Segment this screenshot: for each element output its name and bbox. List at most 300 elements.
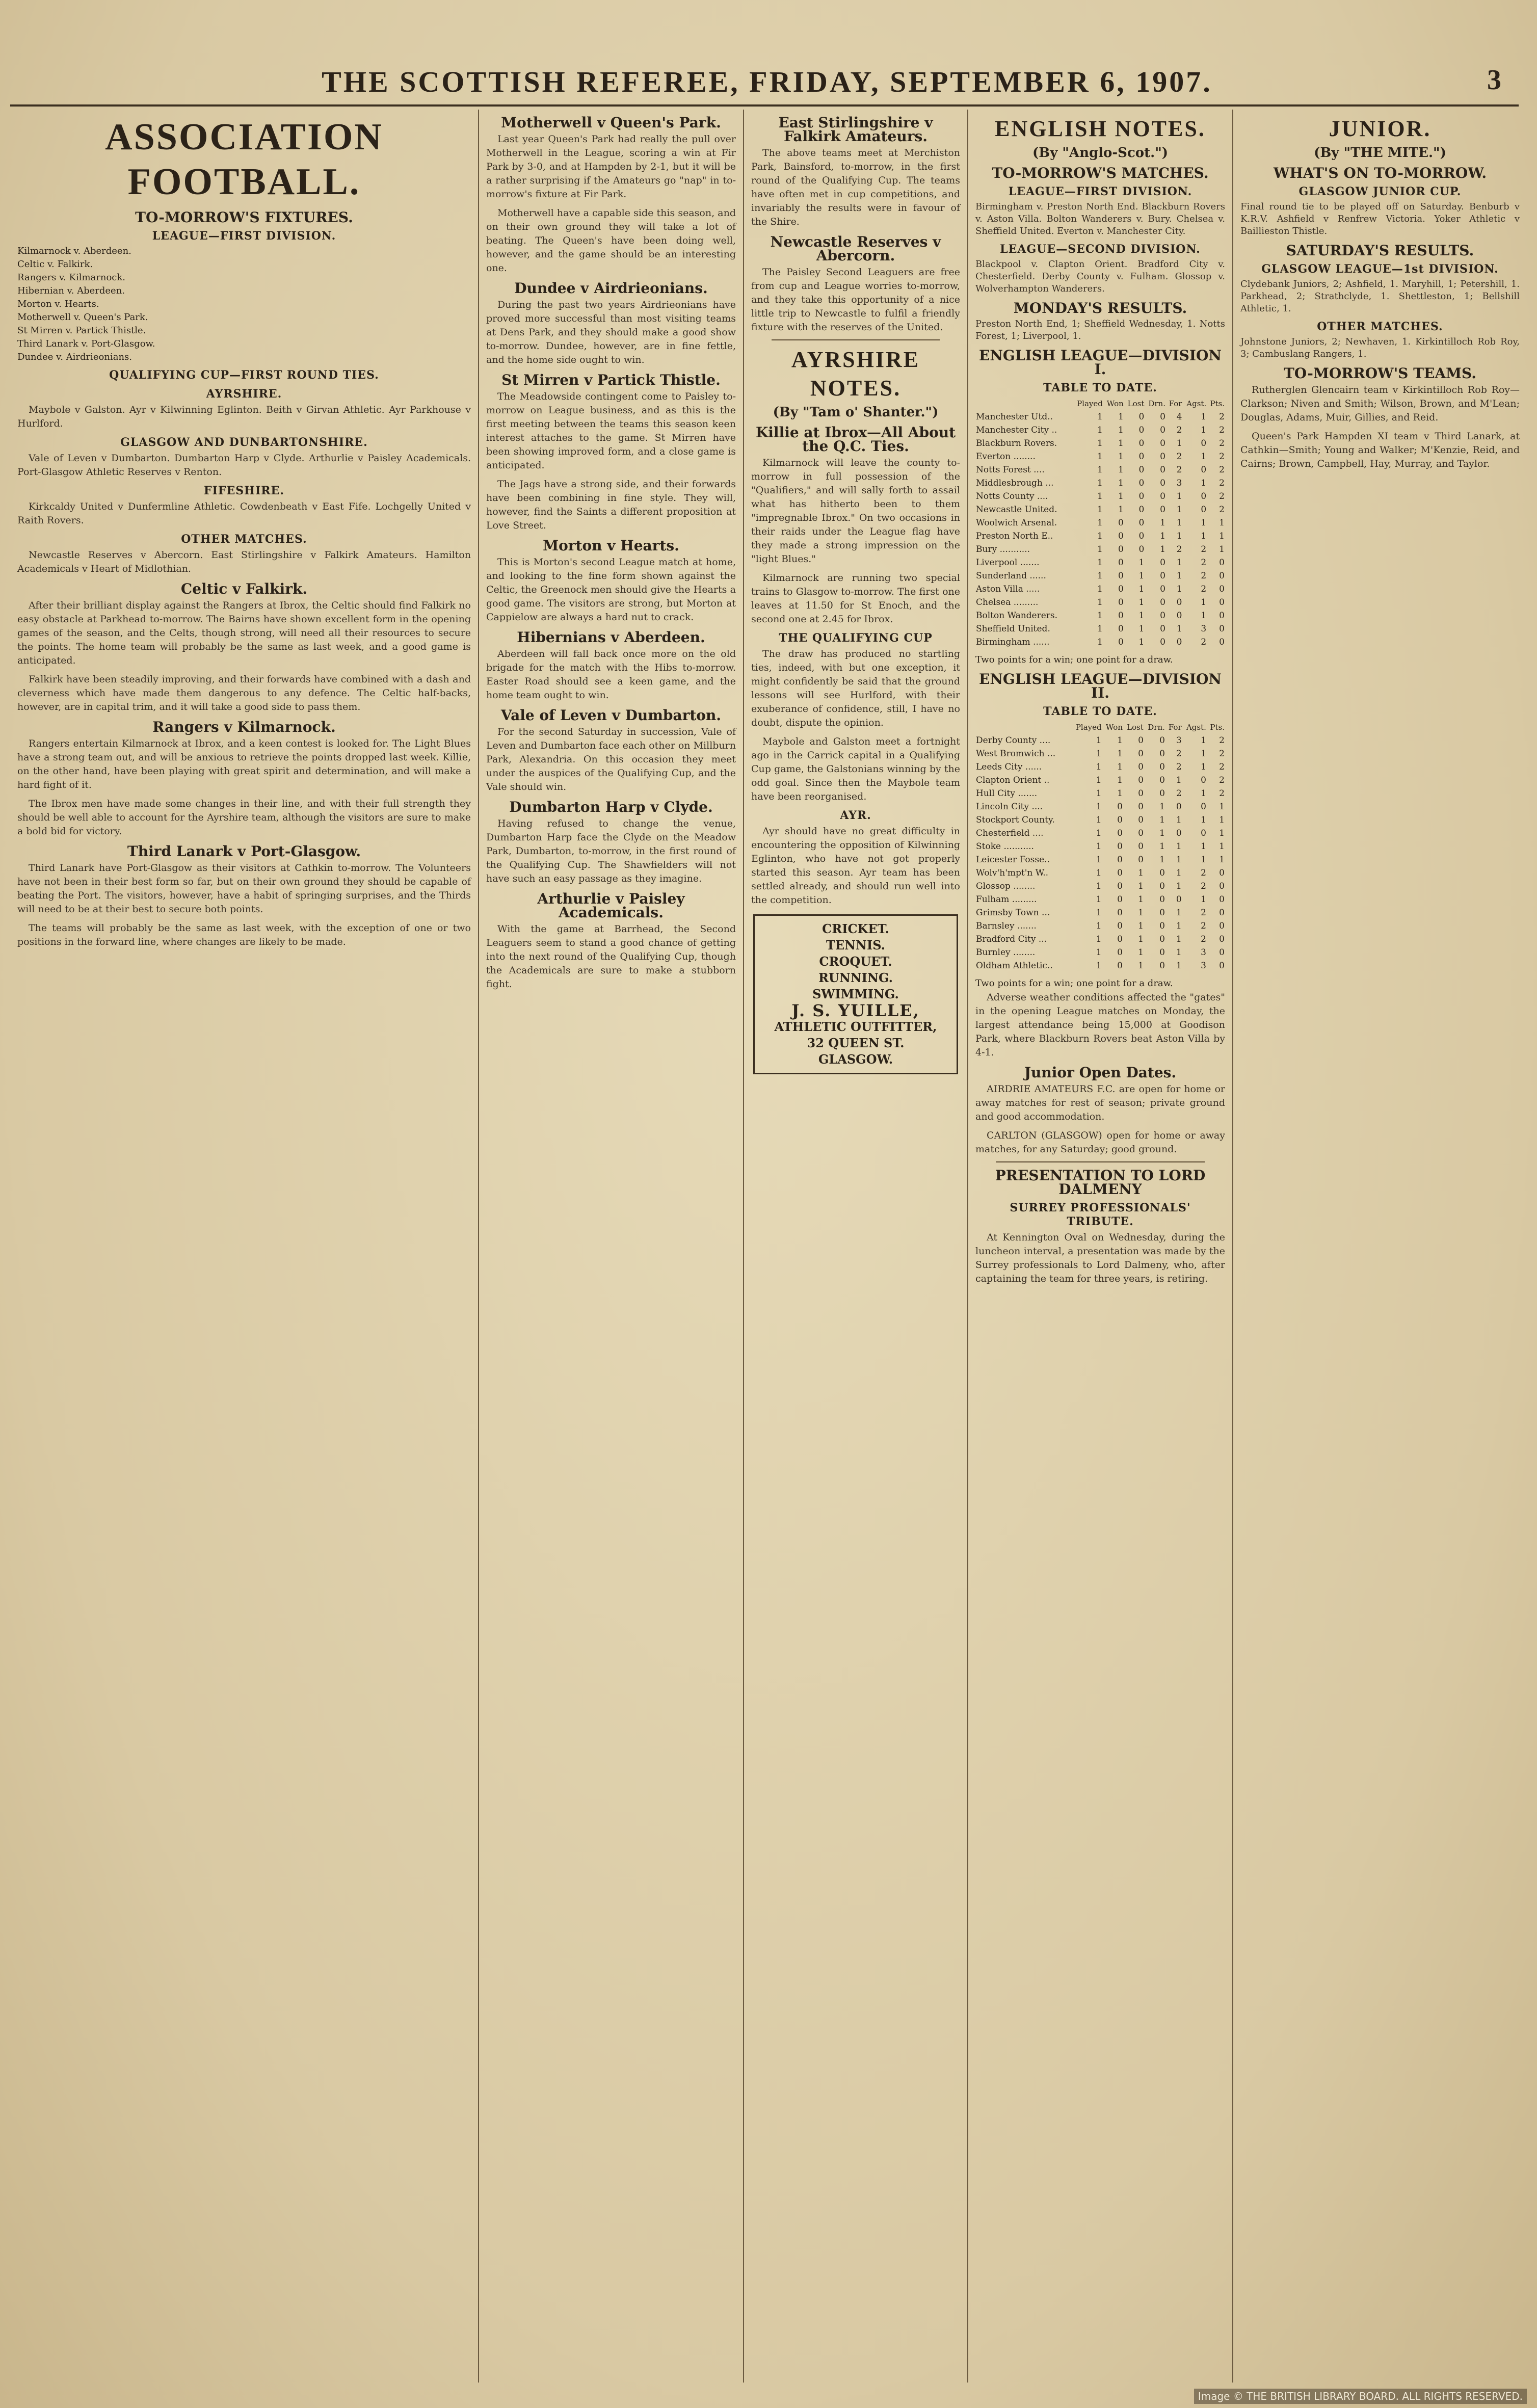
table-cell: 2 — [1201, 881, 1206, 891]
table-cell: 0 — [1118, 544, 1124, 554]
team-name: Grimsby Town ... — [976, 908, 1050, 918]
qualifying-heading: QUALIFYING CUP—FIRST ROUND TIES. — [109, 368, 379, 382]
article-heading: Motherwell v Queen's Park. — [501, 114, 721, 131]
subheading: GLASGOW JUNIOR CUP. — [1298, 185, 1462, 198]
table-cell: 0 — [1160, 637, 1165, 647]
team-name: Lincoln City .... — [976, 802, 1043, 812]
ad-sport: SWIMMING. — [812, 987, 899, 1001]
fixture-text: Johnstone Juniors, 2; Newhaven, 1. Kirkintilloch Rob Roy, 3; Cambuslang Rangers, 1. — [1240, 336, 1520, 359]
team-name: Sheffield United. — [976, 624, 1050, 634]
ad-name: J. S. YUILLE, — [791, 1001, 920, 1020]
table-cell: 0 — [1117, 947, 1123, 958]
table-cell: 2 — [1219, 438, 1225, 448]
table-row — [975, 893, 1225, 906]
table-cell: 3 — [1201, 947, 1206, 958]
table-cell: 0 — [1117, 894, 1123, 905]
table-cell: 0 — [1138, 749, 1144, 759]
table-row — [975, 596, 1225, 609]
table-cell: 0 — [1219, 934, 1225, 944]
subheading: LEAGUE—SECOND DIVISION. — [1000, 243, 1201, 256]
fixture-item: Hibernian v. Aberdeen. — [17, 285, 125, 296]
ad-sport: TENNIS. — [826, 938, 886, 952]
table-cell: 3 — [1201, 624, 1207, 634]
ad-line: 32 QUEEN ST. — [807, 1036, 905, 1050]
table-cell: 1 — [1097, 637, 1103, 647]
fixture-item: Morton v. Hearts. — [17, 299, 99, 309]
article-heading: Third Lanark v Port-Glasgow. — [127, 843, 361, 860]
column-ayrshire-notes — [743, 110, 967, 2383]
table-cell: 1 — [1159, 855, 1165, 865]
table-row — [975, 450, 1225, 463]
table-cell: 1 — [1097, 558, 1103, 568]
table-cell: 2 — [1201, 934, 1206, 944]
body-text: Newcastle Reserves v Abercorn. East Stirlingshire v Falkirk Amateurs. Hamilton Academicals v Heart of Midlothian. — [17, 549, 471, 574]
team-name: Everton ........ — [976, 452, 1036, 462]
section-heading: ENGLISH NOTES. — [995, 116, 1206, 141]
table-cell: 0 — [1219, 571, 1225, 581]
table-cell: 1 — [1097, 518, 1103, 528]
table-cell: 1 — [1138, 558, 1145, 568]
body-text: Aberdeen will fall back once more on the old brigade for the match with the Hibs to-morrow. Easter Road should see a keen game, and the home team ought to win. — [486, 648, 736, 701]
table-cell: 0 — [1138, 505, 1145, 515]
body-text: Maybole v Galston. Ayr v Kilwinning Eglinton. Beith v Girvan Athletic. Ayr Parkhouse v Hurlford. — [17, 404, 471, 429]
table-cell: 1 — [1118, 452, 1124, 462]
subheading: OTHER MATCHES. — [1317, 320, 1443, 333]
table-cell: 1 — [1096, 894, 1102, 905]
byline: (By "Anglo-Scot.") — [1032, 145, 1169, 161]
article-heading: Vale of Leven v Dumbarton. — [500, 707, 722, 724]
table-cell: 0 — [1160, 624, 1165, 634]
table-row — [975, 734, 1225, 747]
body-text: Maybole and Galston meet a fortnight ago in the Carrick capital in a Qualifying Cup game, the Galstonians winning by the odd goal. Since then the Maybole team have been reorganised. — [751, 736, 960, 802]
table-row — [975, 556, 1225, 569]
table-cell: 1 — [1176, 531, 1182, 541]
table-cell: 0 — [1159, 775, 1165, 785]
table-cell: 0 — [1201, 828, 1206, 838]
table-row — [975, 919, 1225, 933]
table-cell: 1 — [1201, 749, 1206, 759]
table-cell: 1 — [1176, 815, 1182, 825]
table-cell: 2 — [1176, 749, 1182, 759]
table-cell: 0 — [1117, 841, 1123, 852]
table-cell: 0 — [1219, 611, 1225, 621]
table-cell: 1 — [1096, 828, 1102, 838]
table-cell: 0 — [1219, 558, 1225, 568]
table-cell: 0 — [1138, 425, 1145, 435]
table-cell: 2 — [1219, 775, 1225, 785]
fixture-item: Dundee v. Airdrieonians. — [17, 352, 132, 362]
league-table-division-1 — [975, 397, 1225, 649]
subheading: SATURDAY'S RESULTS. — [1286, 242, 1474, 259]
table-cell: 1 — [1096, 775, 1102, 785]
table-cell: 1 — [1096, 921, 1102, 931]
table-cell: 2 — [1219, 505, 1225, 515]
table-cell: 2 — [1201, 571, 1207, 581]
table-row — [975, 813, 1225, 827]
article-heading: Killie at Ibrox—All About the Q.C. Ties. — [755, 424, 956, 455]
fixture-list — [17, 245, 471, 363]
table-cell: 1 — [1097, 597, 1103, 607]
table-row — [975, 543, 1225, 556]
table-subheading: TABLE TO DATE. — [1043, 381, 1157, 394]
body-text: After their brilliant display against the Rangers at Ibrox, the Celtic should find Falkirk no easy obstacle at Parkhead to-morrow. The Bairns have shown excellent form in the opening games of the season, and the Celts, though strong, will need all their resources to secure the points. The home team will probably be the same as last week, and a good game is anticipated. — [17, 600, 471, 666]
table-cell: 2 — [1176, 762, 1182, 772]
table-cell: 0 — [1117, 908, 1123, 918]
table-cell: 0 — [1118, 571, 1124, 581]
table-cell: 0 — [1138, 735, 1144, 746]
table-heading: ENGLISH LEAGUE—DIVISION II. — [979, 671, 1222, 701]
table-row — [975, 463, 1225, 477]
team-name: Hull City ....... — [976, 788, 1038, 799]
table-row — [975, 609, 1225, 622]
table-cell: 0 — [1118, 611, 1124, 621]
table-cell: 1 — [1201, 531, 1207, 541]
subheading: MONDAY'S RESULTS. — [1013, 300, 1187, 316]
table-cell: 1 — [1096, 934, 1102, 944]
table-cell: 2 — [1176, 425, 1182, 435]
table-row — [975, 569, 1225, 583]
table-column-header: For — [1169, 399, 1182, 408]
table-column-header: Drn. — [1148, 399, 1165, 408]
table-cell: 0 — [1117, 802, 1123, 812]
table-cell: 0 — [1138, 815, 1144, 825]
table-cell: 1 — [1201, 611, 1207, 621]
table-cell: 1 — [1176, 921, 1182, 931]
table-cell: 1 — [1096, 815, 1102, 825]
table-cell: 1 — [1096, 735, 1102, 746]
article-heading: Hibernians v Aberdeen. — [517, 629, 705, 646]
table-cell: 0 — [1117, 828, 1123, 838]
table-cell: 2 — [1176, 788, 1182, 799]
table-cell: 0 — [1159, 961, 1165, 971]
body-text: Adverse weather conditions affected the "gates" in the opening League matches on Monday, the largest attendance being 15,000 at Goodison Park, where Blackburn Rovers beat Aston Villa by 4-1. — [975, 992, 1225, 1058]
table-cell: 0 — [1176, 828, 1182, 838]
table-cell: 0 — [1219, 624, 1225, 634]
table-cell: 0 — [1160, 412, 1165, 422]
table-cell: 1 — [1096, 868, 1102, 878]
table-cell: 0 — [1138, 438, 1145, 448]
team-name: Burnley ........ — [976, 947, 1036, 958]
team-name: Fulham ......... — [976, 894, 1037, 905]
table-row — [975, 946, 1225, 959]
divider — [772, 339, 940, 340]
body-text: The Ibrox men have made some changes in their line, and with their full strength they should be well able to account for the Ayrshire team, although the visitors are sure to make a bold bid for victory. — [17, 798, 471, 837]
table-cell: 1 — [1096, 947, 1102, 958]
table-cell: 1 — [1219, 518, 1225, 528]
table-cell: 0 — [1219, 894, 1225, 905]
table-row — [975, 503, 1225, 516]
body-text: Last year Queen's Park had really the pull over Motherwell in the League, scoring a win at Fir Park by 3-0, and at Hampden by 2-1, but it will be a rather surprising if the Amateurs go "nap" in to-morrow's fixture at Fir Park. — [486, 134, 736, 200]
table-cell: 1 — [1096, 802, 1102, 812]
fixture-text: Blackpool v. Clapton Orient. Bradford City v. Chesterfield. Derby County v. Fulham. Glossop v. Wolverhampton Wanderers. — [975, 259, 1225, 294]
team-name: Liverpool ....... — [976, 558, 1040, 568]
table-cell: 1 — [1097, 491, 1103, 501]
table-cell: 0 — [1159, 908, 1165, 918]
subheading: SURREY PROFESSIONALS' TRIBUTE. — [1010, 1201, 1191, 1228]
table-cell: 0 — [1117, 881, 1123, 891]
table-cell: 1 — [1097, 611, 1103, 621]
body-text: For the second Saturday in succession, Vale of Leven and Dumbarton face each other on Millburn Park, Alexandria. On this occasion they meet under the auspices of the Qualifying Cup, and the Vale should win. — [486, 726, 736, 792]
table-cell: 1 — [1176, 584, 1182, 594]
table-cell: 0 — [1160, 597, 1165, 607]
table-cell: 0 — [1138, 491, 1145, 501]
table-cell: 2 — [1219, 412, 1225, 422]
table-cell: 1 — [1097, 452, 1103, 462]
table-column-header: Pts. — [1210, 399, 1225, 408]
table-cell: 1 — [1176, 518, 1182, 528]
body-text: Vale of Leven v Dumbarton. Dumbarton Harp v Clyde. Arthurlie v Paisley Academicals. Port-Glasgow Athletic Reserves v Renton. — [17, 453, 471, 478]
table-column-header: Played — [1075, 723, 1102, 732]
table-cell: 0 — [1138, 775, 1144, 785]
table-cell: 0 — [1159, 921, 1165, 931]
table-cell: 1 — [1138, 947, 1144, 958]
table-cell: 1 — [1201, 452, 1207, 462]
table-cell: 0 — [1138, 478, 1145, 488]
team-name: Blackburn Rovers. — [976, 438, 1057, 448]
body-text: Having refused to change the venue, Dumbarton Harp face the Clyde on the Meadow Park, Dumbarton, to-morrow, in the first round of the Qualifying Cup. The Shawfielders will not have such an easy passage as they imagine. — [486, 818, 736, 884]
table-cell: 0 — [1219, 637, 1225, 647]
advertisement — [753, 914, 958, 1074]
table-cell: 0 — [1159, 881, 1165, 891]
section-heading: AYRSHIRE NOTES. — [791, 347, 920, 401]
table-cell: 1 — [1097, 544, 1103, 554]
table-cell: 1 — [1176, 947, 1182, 958]
table-row — [975, 774, 1225, 787]
column-association-football — [10, 110, 478, 2383]
table-cell: 1 — [1219, 544, 1225, 554]
table-cell: 0 — [1176, 637, 1182, 647]
body-text: Ayr should have no great difficulty in encountering the opposition of Kilwinning Eglinton, who have not got properly started this season. Ayr team has been settled already, and should run well into the competition. — [751, 826, 960, 906]
table-cell: 0 — [1201, 775, 1206, 785]
table-cell: 0 — [1219, 868, 1225, 878]
subheading: LEAGUE—FIRST DIVISION. — [1008, 185, 1192, 198]
team-name: Bury ........... — [976, 544, 1030, 554]
table-row — [975, 636, 1225, 649]
table-cell: 2 — [1219, 425, 1225, 435]
body-text: With the game at Barrhead, the Second Leaguers seem to stand a good chance of getting into the next round of the Qualifying Cup, though the Academicals are sure to make a stubborn fight. — [486, 923, 736, 990]
table-cell: 1 — [1138, 584, 1145, 594]
table-row — [975, 622, 1225, 636]
table-cell: 1 — [1117, 775, 1123, 785]
team-name: Chelsea ......... — [976, 597, 1039, 607]
table-row — [975, 827, 1225, 840]
table-cell: 0 — [1160, 584, 1165, 594]
table-cell: 0 — [1138, 465, 1145, 475]
byline: (By "Tam o' Shanter.") — [773, 405, 939, 420]
fifeshire-subhead: FIFESHIRE. — [204, 484, 284, 497]
table-cell: 1 — [1201, 788, 1206, 799]
table-cell: 1 — [1118, 425, 1124, 435]
table-cell: 1 — [1097, 465, 1103, 475]
table-cell: 1 — [1117, 735, 1123, 746]
team-name: Notts County .... — [976, 491, 1048, 501]
body-text: Kilmarnock will leave the county to-morrow in full possession of the "Qualifiers," and will sally forth to assail what has hitherto been to them "impregnable Ibrox." On two occasions in their raids under the League flag have they made a strong impression on the "light Blues." — [751, 457, 960, 565]
table-cell: 0 — [1160, 452, 1165, 462]
table-cell: 1 — [1096, 788, 1102, 799]
subheading: TO-MORROW'S TEAMS. — [1283, 365, 1477, 382]
table-cell: 2 — [1219, 478, 1225, 488]
table-cell: 0 — [1118, 518, 1124, 528]
fixture-item: Third Lanark v. Port-Glasgow. — [17, 338, 155, 349]
table-cell: 0 — [1201, 491, 1207, 501]
table-cell: 1 — [1097, 425, 1103, 435]
table-cell: 1 — [1138, 881, 1144, 891]
table-cell: 1 — [1096, 762, 1102, 772]
table-cell: 1 — [1117, 762, 1123, 772]
table-cell: 0 — [1138, 828, 1144, 838]
article-heading: Morton v Hearts. — [543, 537, 679, 554]
article-heading: Junior Open Dates. — [1024, 1064, 1177, 1081]
table-cell: 0 — [1159, 749, 1165, 759]
table-cell: 1 — [1201, 815, 1206, 825]
body-text: This is Morton's second League match at home, and looking to the fine form shown against the Celtic, the Greenock men should give the Hearts a good game. The visitors are strong, but Morton at Cappielow are always a hard nut to crack. — [486, 557, 736, 623]
table-cell: 1 — [1201, 412, 1207, 422]
table-row — [975, 866, 1225, 880]
table-cell: 0 — [1159, 894, 1165, 905]
fixture-text: Final round tie to be played off on Saturday. Benburb v K.R.V. Ashfield v Renfrew Victoria. Yoker Athletic v Baillieston Thistle. — [1240, 201, 1520, 236]
table-column-header: Pts. — [1210, 723, 1225, 732]
table-cell: 1 — [1219, 815, 1225, 825]
table-cell: 3 — [1176, 478, 1182, 488]
body-text: Kilmarnock are running two special trains to Glasgow to-morrow. The first one leaves at 11.50 for St Enoch, and the second one at 2.45 for Ibrox. — [751, 572, 960, 625]
table-cell: 1 — [1138, 611, 1145, 621]
table-cell: 0 — [1219, 947, 1225, 958]
table-cell: 1 — [1138, 961, 1144, 971]
article-heading: Dumbarton Harp v Clyde. — [509, 799, 713, 815]
table-cell: 1 — [1201, 518, 1207, 528]
table-note: Two points for a win; one point for a draw. — [975, 654, 1173, 665]
table-column-header: Drn. — [1148, 723, 1165, 732]
fixtures-heading: TO-MORROW'S FIXTURES. — [135, 209, 353, 226]
table-cell: 2 — [1201, 637, 1207, 647]
table-row — [975, 583, 1225, 596]
table-row — [975, 787, 1225, 800]
team-name: Leicester Fosse.. — [976, 855, 1050, 865]
table-cell: 1 — [1176, 491, 1182, 501]
table-cell: 2 — [1201, 584, 1207, 594]
table-cell: 1 — [1219, 841, 1225, 852]
table-cell: 2 — [1219, 735, 1225, 746]
table-cell: 3 — [1201, 961, 1206, 971]
table-cell: 0 — [1219, 921, 1225, 931]
table-row — [975, 437, 1225, 450]
table-cell: 1 — [1201, 762, 1206, 772]
table-cell: 0 — [1176, 597, 1182, 607]
table-cell: 0 — [1159, 947, 1165, 958]
table-cell: 1 — [1160, 531, 1165, 541]
table-cell: 0 — [1117, 868, 1123, 878]
column-english-notes — [967, 110, 1232, 2383]
table-cell: 0 — [1159, 934, 1165, 944]
column-junior — [1232, 110, 1527, 2383]
table-cell: 0 — [1138, 841, 1144, 852]
subheading: GLASGOW LEAGUE—1st DIVISION. — [1261, 262, 1499, 276]
team-name: Woolwich Arsenal. — [976, 518, 1057, 528]
table-cell: 0 — [1138, 802, 1144, 812]
ad-sports-list — [760, 921, 951, 1002]
table-cell: 1 — [1096, 855, 1102, 865]
team-name: Birmingham ...... — [976, 637, 1050, 647]
table-cell: 1 — [1201, 597, 1207, 607]
table-cell: 1 — [1138, 597, 1145, 607]
section-heading: ASSOCIATION FOOTBALL. — [105, 116, 383, 203]
table-row — [975, 906, 1225, 919]
table-cell: 1 — [1160, 544, 1165, 554]
body-text: Motherwell have a capable side this season, and on their own ground they will take a lot of beating. The Queen's have been doing well, however, and the game should be an interesting one. — [486, 207, 736, 274]
divider — [996, 1161, 1205, 1162]
table-cell: 0 — [1176, 611, 1182, 621]
table-cell: 1 — [1176, 908, 1182, 918]
table-cell: 0 — [1219, 597, 1225, 607]
article-heading: St Mirren v Partick Thistle. — [501, 372, 721, 388]
table-cell: 2 — [1219, 762, 1225, 772]
ad-line: GLASGOW. — [818, 1052, 893, 1067]
table-cell: 1 — [1160, 518, 1165, 528]
team-name: Middlesbrough ... — [976, 478, 1054, 488]
table-row — [975, 853, 1225, 866]
table-column-header: Lost — [1127, 723, 1144, 732]
table-cell: 1 — [1097, 571, 1103, 581]
table-cell: 2 — [1219, 788, 1225, 799]
table-cell: 0 — [1117, 961, 1123, 971]
table-cell: 1 — [1138, 934, 1144, 944]
table-cell: 2 — [1176, 544, 1182, 554]
table-cell: 1 — [1117, 749, 1123, 759]
table-row — [975, 490, 1225, 503]
table-cell: 1 — [1201, 478, 1207, 488]
table-cell: 1 — [1176, 558, 1182, 568]
table-cell: 1 — [1118, 491, 1124, 501]
table-cell: 1 — [1176, 841, 1182, 852]
table-subheading: TABLE TO DATE. — [1043, 705, 1157, 718]
body-text: Kirkcaldy United v Dunfermline Athletic. Cowdenbeath v East Fife. Lochgelly United v Raith Rovers. — [17, 501, 471, 526]
table-cell: 1 — [1176, 438, 1182, 448]
subheading: AYR. — [840, 809, 871, 822]
team-name: West Bromwich ... — [976, 749, 1056, 759]
table-cell: 1 — [1118, 505, 1124, 515]
article-heading: PRESENTATION TO LORD DALMENY — [995, 1167, 1206, 1198]
table-row — [975, 800, 1225, 813]
table-column-header: Played — [1077, 399, 1103, 408]
table-cell: 1 — [1118, 438, 1124, 448]
fixture-item: Kilmarnock v. Aberdeen. — [17, 246, 131, 256]
body-text: The draw has produced no startling ties, indeed, with but one exception, it might confidently be said that the ground lessons will see Hurlford, with their exuberance of confidence, still, I have no doubt, dispute the opinion. — [751, 648, 960, 728]
table-cell: 0 — [1138, 452, 1145, 462]
table-cell: 0 — [1118, 597, 1124, 607]
body-text: AIRDRIE AMATEURS F.C. are open for home or away matches for rest of season; private ground and good accommodation. — [975, 1083, 1225, 1122]
body-text: The above teams meet at Merchiston Park, Bainsford, to-morrow, in the first round of the Qualifying Cup. The teams have often met in cup competitions, and invariably the results were in favour of the Shire. — [751, 147, 960, 227]
table-cell: 1 — [1201, 841, 1206, 852]
table-row — [975, 477, 1225, 490]
team-name: Chesterfield .... — [976, 828, 1044, 838]
subheading: WHAT'S ON TO-MORROW. — [1273, 165, 1487, 181]
table-cell: 1 — [1219, 802, 1225, 812]
team-name: Sunderland ...... — [976, 571, 1046, 581]
ad-sport: CRICKET. — [822, 921, 889, 936]
table-cell: 1 — [1096, 749, 1102, 759]
table-cell: 0 — [1117, 855, 1123, 865]
table-column-header: Won — [1105, 723, 1123, 732]
table-cell: 0 — [1138, 788, 1144, 799]
team-name: Newcastle United. — [976, 505, 1057, 515]
table-cell: 1 — [1097, 624, 1103, 634]
article-heading: Arthurlie v Paisley Academicals. — [537, 890, 685, 921]
table-cell: 0 — [1138, 531, 1145, 541]
table-cell: 0 — [1118, 584, 1124, 594]
table-cell: 0 — [1160, 478, 1165, 488]
table-cell: 1 — [1176, 624, 1182, 634]
article-heading: Celtic v Falkirk. — [180, 580, 308, 597]
